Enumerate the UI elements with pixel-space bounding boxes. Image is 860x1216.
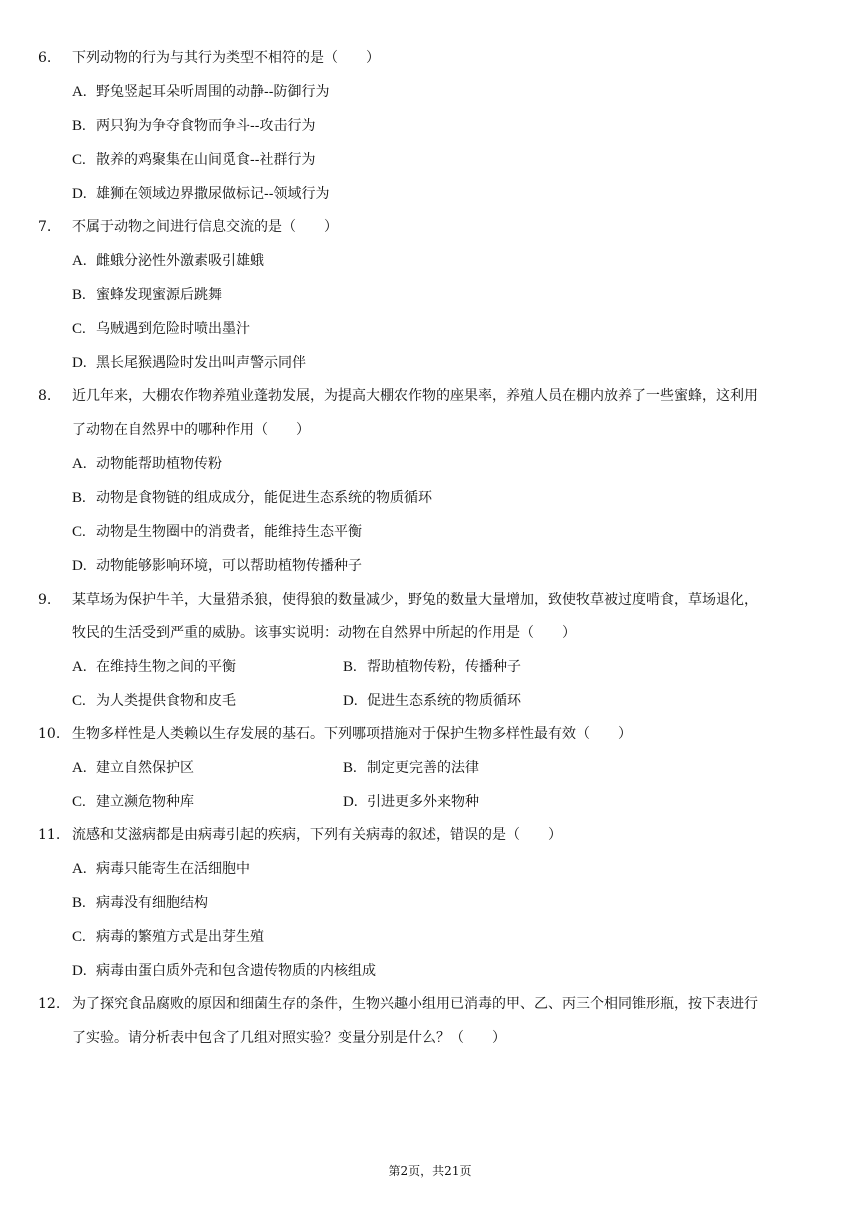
option-a[interactable] bbox=[72, 657, 236, 677]
option-b[interactable] bbox=[72, 893, 208, 913]
option-c[interactable] bbox=[72, 150, 315, 170]
option-d[interactable] bbox=[72, 556, 362, 576]
question-number: 12. bbox=[38, 996, 61, 1012]
option-letter: B. bbox=[72, 490, 86, 506]
option-d[interactable] bbox=[72, 184, 329, 204]
option-text: 在维持生物之间的平衡 bbox=[96, 659, 236, 675]
option-letter: B. bbox=[343, 760, 357, 776]
option-b[interactable] bbox=[343, 657, 521, 677]
option-letter: D. bbox=[72, 558, 87, 574]
question-stem: 为了探究食品腐败的原因和细菌生存的条件，生物兴趣小组用已消毒的甲、乙、丙三个相同锥形瓶，按下表进行 bbox=[72, 996, 758, 1012]
option-c[interactable] bbox=[72, 522, 362, 542]
option-letter: A. bbox=[72, 84, 87, 100]
option-letter: A. bbox=[72, 253, 87, 269]
option-letter: A. bbox=[72, 659, 87, 675]
option-d[interactable] bbox=[72, 353, 306, 373]
option-text: 病毒没有细胞结构 bbox=[96, 895, 208, 911]
question-number: 9. bbox=[38, 592, 52, 608]
option-letter: D. bbox=[343, 693, 358, 709]
option-letter: B. bbox=[72, 287, 86, 303]
option-c[interactable] bbox=[72, 792, 194, 812]
option-text: 病毒只能寄生在活细胞中 bbox=[96, 861, 250, 877]
question-stem: 了实验。请分析表中包含了几组对照实验？变量分别是什么？（ ） bbox=[72, 1030, 506, 1046]
option-letter: C. bbox=[72, 693, 86, 709]
option-letter: A. bbox=[72, 456, 87, 472]
question-stem: 某草场为保护牛羊，大量猎杀狼，使得狼的数量减少，野兔的数量大量增加，致使牧草被过度啃食，草场退化， bbox=[72, 592, 758, 608]
option-text: 雄狮在领域边界撒尿做标记--领域行为 bbox=[96, 186, 330, 202]
option-text: 促进生态系统的物质循环 bbox=[367, 693, 521, 709]
option-text: 病毒由蛋白质外壳和包含遗传物质的内核组成 bbox=[96, 963, 376, 979]
option-b[interactable] bbox=[72, 285, 222, 305]
option-c[interactable] bbox=[72, 691, 236, 711]
option-letter: C. bbox=[72, 929, 86, 945]
option-b[interactable] bbox=[343, 758, 479, 778]
option-a[interactable] bbox=[72, 454, 222, 474]
option-a[interactable] bbox=[72, 758, 194, 778]
option-b[interactable] bbox=[72, 116, 315, 136]
question-number: 7. bbox=[38, 219, 52, 235]
option-text: 制定更完善的法律 bbox=[367, 760, 479, 776]
option-letter: D. bbox=[343, 794, 358, 810]
option-text: 为人类提供食物和皮毛 bbox=[96, 693, 236, 709]
option-text: 两只狗为争夺食物而争斗--攻击行为 bbox=[96, 118, 316, 134]
option-b[interactable] bbox=[72, 488, 432, 508]
option-text: 雌蛾分泌性外激素吸引雄蛾 bbox=[96, 253, 264, 269]
option-letter: D. bbox=[72, 355, 87, 371]
option-letter: B. bbox=[72, 118, 86, 134]
option-letter: D. bbox=[72, 963, 87, 979]
option-letter: A. bbox=[72, 760, 87, 776]
option-text: 建立自然保护区 bbox=[96, 760, 194, 776]
option-text: 建立濒危物种库 bbox=[96, 794, 194, 810]
option-text: 帮助植物传粉，传播种子 bbox=[367, 659, 521, 675]
option-text: 动物能够影响环境，可以帮助植物传播种子 bbox=[96, 558, 362, 574]
option-text: 动物是食物链的组成成分，能促进生态系统的物质循环 bbox=[96, 490, 432, 506]
question-number: 11. bbox=[38, 827, 61, 843]
option-c[interactable] bbox=[72, 319, 250, 339]
option-text: 病毒的繁殖方式是出芽生殖 bbox=[96, 929, 264, 945]
option-d[interactable] bbox=[72, 961, 376, 981]
option-letter: C. bbox=[72, 321, 86, 337]
option-letter: B. bbox=[72, 895, 86, 911]
option-a[interactable] bbox=[72, 859, 250, 879]
option-text: 动物能帮助植物传粉 bbox=[96, 456, 222, 472]
question-stem: 了动物在自然界中的哪种作用（ ） bbox=[72, 422, 310, 438]
option-a[interactable] bbox=[72, 82, 329, 102]
option-d[interactable] bbox=[343, 691, 521, 711]
option-text: 动物是生物圈中的消费者，能维持生态平衡 bbox=[96, 524, 362, 540]
option-text: 引进更多外来物种 bbox=[367, 794, 479, 810]
option-c[interactable] bbox=[72, 927, 264, 947]
option-letter: A. bbox=[72, 861, 87, 877]
option-letter: C. bbox=[72, 524, 86, 540]
option-letter: C. bbox=[72, 152, 86, 168]
option-text: 散养的鸡聚集在山间觅食--社群行为 bbox=[96, 152, 316, 168]
question-stem: 生物多样性是人类赖以生存发展的基石。下列哪项措施对于保护生物多样性最有效（ ） bbox=[72, 726, 632, 742]
question-stem: 近几年来，大棚农作物养殖业蓬勃发展，为提高大棚农作物的座果率，养殖人员在棚内放养了一些蜜蜂，这利用 bbox=[72, 388, 758, 404]
option-text: 蜜蜂发现蜜源后跳舞 bbox=[96, 287, 222, 303]
page-footer: 第2页，共21页 bbox=[388, 1164, 472, 1178]
option-letter: B. bbox=[343, 659, 357, 675]
option-letter: D. bbox=[72, 186, 87, 202]
question-stem: 不属于动物之间进行信息交流的是（ ） bbox=[72, 219, 338, 235]
question-number: 10. bbox=[38, 726, 61, 742]
option-text: 黑长尾猴遇险时发出叫声警示同伴 bbox=[96, 355, 306, 371]
option-letter: C. bbox=[72, 794, 86, 810]
option-a[interactable] bbox=[72, 251, 264, 271]
question-stem: 牧民的生活受到严重的威胁。该事实说明：动物在自然界中所起的作用是（ ） bbox=[72, 625, 576, 641]
question-number: 6. bbox=[38, 50, 52, 66]
option-d[interactable] bbox=[343, 792, 479, 812]
question-stem: 下列动物的行为与其行为类型不相符的是（ ） bbox=[72, 50, 380, 66]
question-stem: 流感和艾滋病都是由病毒引起的疾病，下列有关病毒的叙述，错误的是（ ） bbox=[72, 827, 562, 843]
question-number: 8. bbox=[38, 388, 52, 404]
option-text: 野兔竖起耳朵听周围的动静--防御行为 bbox=[96, 84, 330, 100]
option-text: 乌贼遇到危险时喷出墨汁 bbox=[96, 321, 250, 337]
